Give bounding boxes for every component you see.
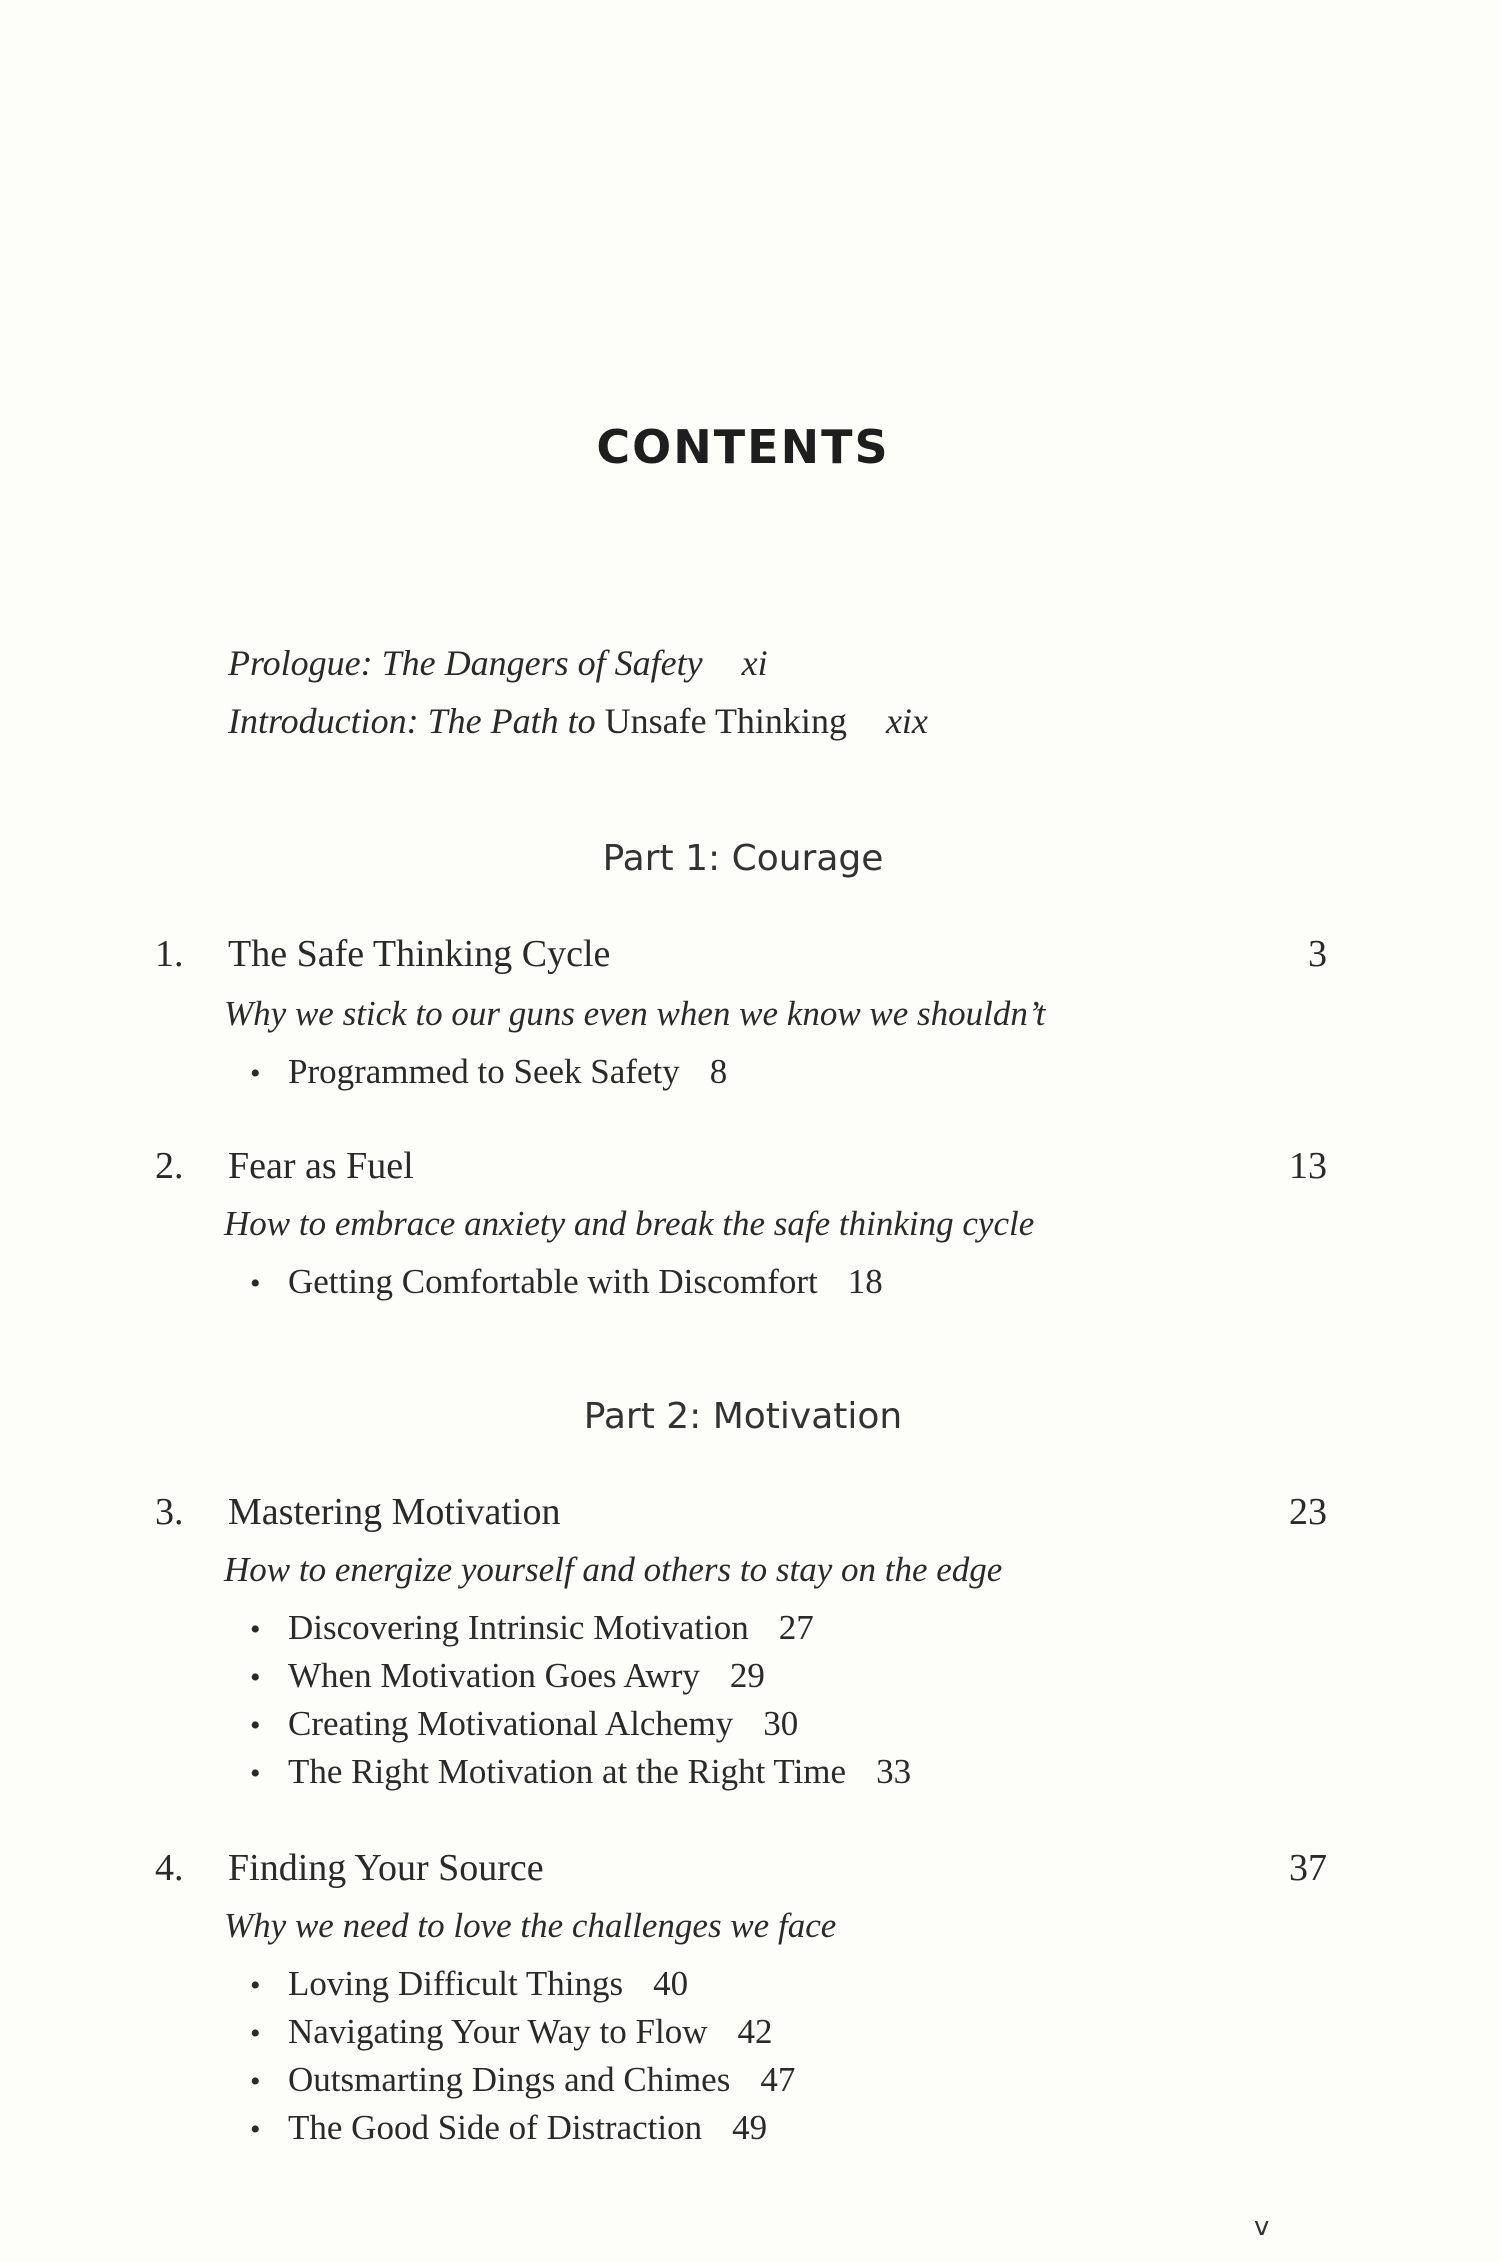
introduction-title-roman: Unsafe Thinking bbox=[604, 701, 847, 741]
chapter-page: 13 bbox=[1289, 1145, 1327, 1187]
section-title: Loving Difficult Things bbox=[288, 1964, 624, 2003]
section-title: Outsmarting Dings and Chimes bbox=[288, 2060, 731, 2099]
section-item bbox=[250, 1752, 911, 1800]
section-page: 8 bbox=[709, 1052, 728, 1091]
bullet-icon: • bbox=[250, 1757, 261, 1790]
bullet-icon: • bbox=[250, 2113, 261, 2146]
bullet-icon: • bbox=[250, 1661, 261, 1694]
section-item bbox=[250, 2060, 795, 2108]
chapter-title: Fear as Fuel bbox=[228, 1145, 414, 1187]
section-item bbox=[250, 2108, 795, 2156]
section-page: 33 bbox=[876, 1752, 912, 1791]
section-page: 42 bbox=[737, 2012, 773, 2051]
section-item bbox=[250, 1052, 727, 1100]
contents-heading: CONTENTS bbox=[596, 420, 890, 474]
section-item bbox=[250, 1704, 911, 1752]
chapter-subtitle: Why we stick to our guns even when we know we shouldn’t bbox=[224, 994, 1046, 1033]
chapter-subtitle: Why we need to love the challenges we face bbox=[224, 1906, 837, 1945]
chapter-title: Finding Your Source bbox=[228, 1847, 544, 1889]
section-page: 27 bbox=[778, 1608, 814, 1647]
chapter-subtitle: How to energize yourself and others to stay on the edge bbox=[224, 1550, 1003, 1589]
bullet-icon: • bbox=[250, 2065, 261, 2098]
chapter-number: 2. bbox=[155, 1145, 184, 1187]
bullet-icon: • bbox=[250, 1709, 261, 1742]
section-page: 49 bbox=[732, 2108, 768, 2147]
section-title: When Motivation Goes Awry bbox=[288, 1656, 700, 1695]
chapter-entry bbox=[0, 1490, 1500, 1791]
section-item bbox=[250, 1608, 911, 1656]
section-title: Creating Motivational Alchemy bbox=[288, 1704, 734, 1743]
introduction-page: xix bbox=[885, 701, 928, 741]
section-title: The Right Motivation at the Right Time bbox=[288, 1752, 847, 1791]
prologue-label: Prologue: bbox=[228, 643, 373, 683]
chapter-page: 23 bbox=[1289, 1491, 1327, 1533]
prologue-page: xi bbox=[741, 643, 768, 683]
chapter-entry bbox=[0, 932, 1500, 1091]
section-item bbox=[250, 1964, 795, 2012]
section-list bbox=[250, 1262, 883, 1310]
introduction-title-italic: The Path to bbox=[427, 701, 596, 741]
prologue-title: The Dangers of Safety bbox=[381, 643, 703, 683]
bullet-icon: • bbox=[250, 2017, 261, 2050]
chapter-entry bbox=[0, 1144, 1500, 1301]
chapter-title: Mastering Motivation bbox=[228, 1491, 561, 1533]
introduction-entry bbox=[228, 700, 928, 742]
section-page: 40 bbox=[653, 1964, 689, 2003]
chapter-title: The Safe Thinking Cycle bbox=[228, 933, 611, 975]
page-number: v bbox=[1254, 2212, 1270, 2242]
bullet-icon: • bbox=[250, 1613, 261, 1646]
chapter-number: 3. bbox=[155, 1491, 184, 1533]
section-title: Navigating Your Way to Flow bbox=[288, 2012, 708, 2051]
section-list bbox=[250, 1608, 911, 1800]
section-list bbox=[250, 1964, 795, 2156]
section-page: 29 bbox=[729, 1656, 765, 1695]
introduction-label: Introduction: bbox=[228, 701, 419, 741]
section-page: 18 bbox=[847, 1262, 883, 1301]
part-heading: Part 1: Courage bbox=[602, 838, 884, 879]
part-heading: Part 2: Motivation bbox=[583, 1396, 903, 1437]
section-title: Discovering Intrinsic Motivation bbox=[288, 1608, 749, 1647]
chapter-page: 37 bbox=[1289, 1847, 1327, 1889]
chapter-number: 4. bbox=[155, 1847, 184, 1889]
section-title: Getting Comfortable with Discomfort bbox=[288, 1262, 818, 1301]
section-page: 30 bbox=[763, 1704, 799, 1743]
section-title: Programmed to Seek Safety bbox=[288, 1052, 680, 1091]
section-item bbox=[250, 2012, 795, 2060]
section-item bbox=[250, 1262, 883, 1310]
chapter-entry bbox=[0, 1846, 1500, 2147]
bullet-icon: • bbox=[250, 1267, 261, 1300]
bullet-icon: • bbox=[250, 1057, 261, 1090]
chapter-page: 3 bbox=[1308, 933, 1327, 975]
section-page: 47 bbox=[760, 2060, 796, 2099]
prologue-entry bbox=[228, 642, 768, 684]
chapter-number: 1. bbox=[155, 933, 184, 975]
section-title: The Good Side of Distraction bbox=[288, 2108, 703, 2147]
section-item bbox=[250, 1656, 911, 1704]
chapter-subtitle: How to embrace anxiety and break the safe thinking cycle bbox=[224, 1204, 1035, 1243]
section-list bbox=[250, 1052, 727, 1100]
bullet-icon: • bbox=[250, 1969, 261, 2002]
